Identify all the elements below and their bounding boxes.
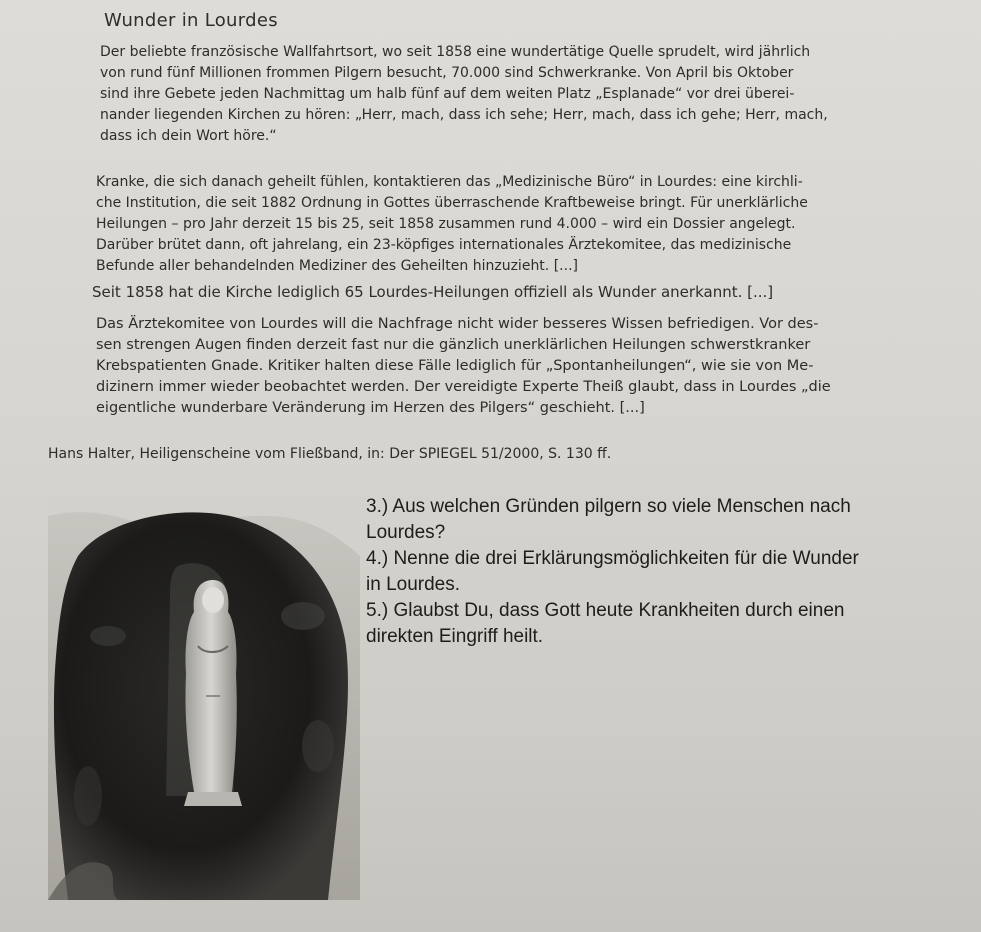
paragraph-2: Kranke, die sich danach geheilt fühlen, kontaktieren das „Medizinische Büro“ in Lourdes: eine kirchli- che Institution, die seit 1882 Ordnung in Gottes überraschende Kraftbeweise bringt. Für unerklärliche Heilungen – pro Jahr derzeit 15 bis 25, seit 1858 zusammen rund 4.000 – wird ein Dossier angelegt. Darüber brütet dann, oft jahrelang, ein 23-köpfiges internationales Ärztekomitee, das medizinische Befunde aller behandelnden Mediziner des Geheilten hinzuzieht. [...]	[96, 174, 808, 274]
question-list	[366, 494, 966, 650]
grotto-photo	[48, 496, 360, 900]
paragraph-4: Das Ärztekomitee von Lourdes will die Nachfrage nicht wider besseres Wissen befriedigen. Vor des- sen strengen Augen finden derzeit fast nur die gänzlich unerklärlichen Heilungen schwerstkranker Krebspatienten Gnade. Kritiker halten diese Fälle lediglich für „Spontanheilungen“, wie sie von Me- dizinern immer wieder beobachtet werden. Der vereidigte Experte Theiß glaubt, dass in Lourdes „die eigentliche wunderbare Veränderung im Herzen des Pilgers“ geschieht. [...]	[96, 316, 831, 416]
source-citation: Hans Halter, Heiligenscheine vom Fließband, in: Der SPIEGEL 51/2000, S. 130 ff.	[48, 446, 612, 462]
question-4: 4.) Nenne die drei Erklärungsmöglichkeiten für die Wunder in Lourdes.	[366, 548, 859, 595]
question-5: 5.) Glaubst Du, dass Gott heute Krankheiten durch einen direkten Eingriff heilt.	[366, 600, 845, 647]
grotto-illustration	[48, 496, 360, 900]
document-title: Wunder in Lourdes	[104, 10, 278, 31]
paragraph-1: Der beliebte französische Wallfahrtsort, wo seit 1858 eine wundertätige Quelle sprudelt, wird jährlich von rund fünf Millionen frommen Pilgern besucht, 70.000 sind Schwerkranke. Von April bis Oktober sind ihre Gebete jeden Nachmittag um halb fünf auf dem weiten Platz „Esplanade“ vor drei überei- nander liegenden Kirchen zu hören: „Herr, mach, dass ich sehe; Herr, mach, dass ich gehe; Herr, mach, dass ich dein Wort höre.“	[100, 44, 828, 144]
question-3: 3.) Aus welchen Gründen pilgern so viele Menschen nach Lourdes?	[366, 496, 851, 543]
paragraph-3: Seit 1858 hat die Kirche lediglich 65 Lourdes-Heilungen offiziell als Wunder anerkannt. [...]	[92, 283, 774, 301]
